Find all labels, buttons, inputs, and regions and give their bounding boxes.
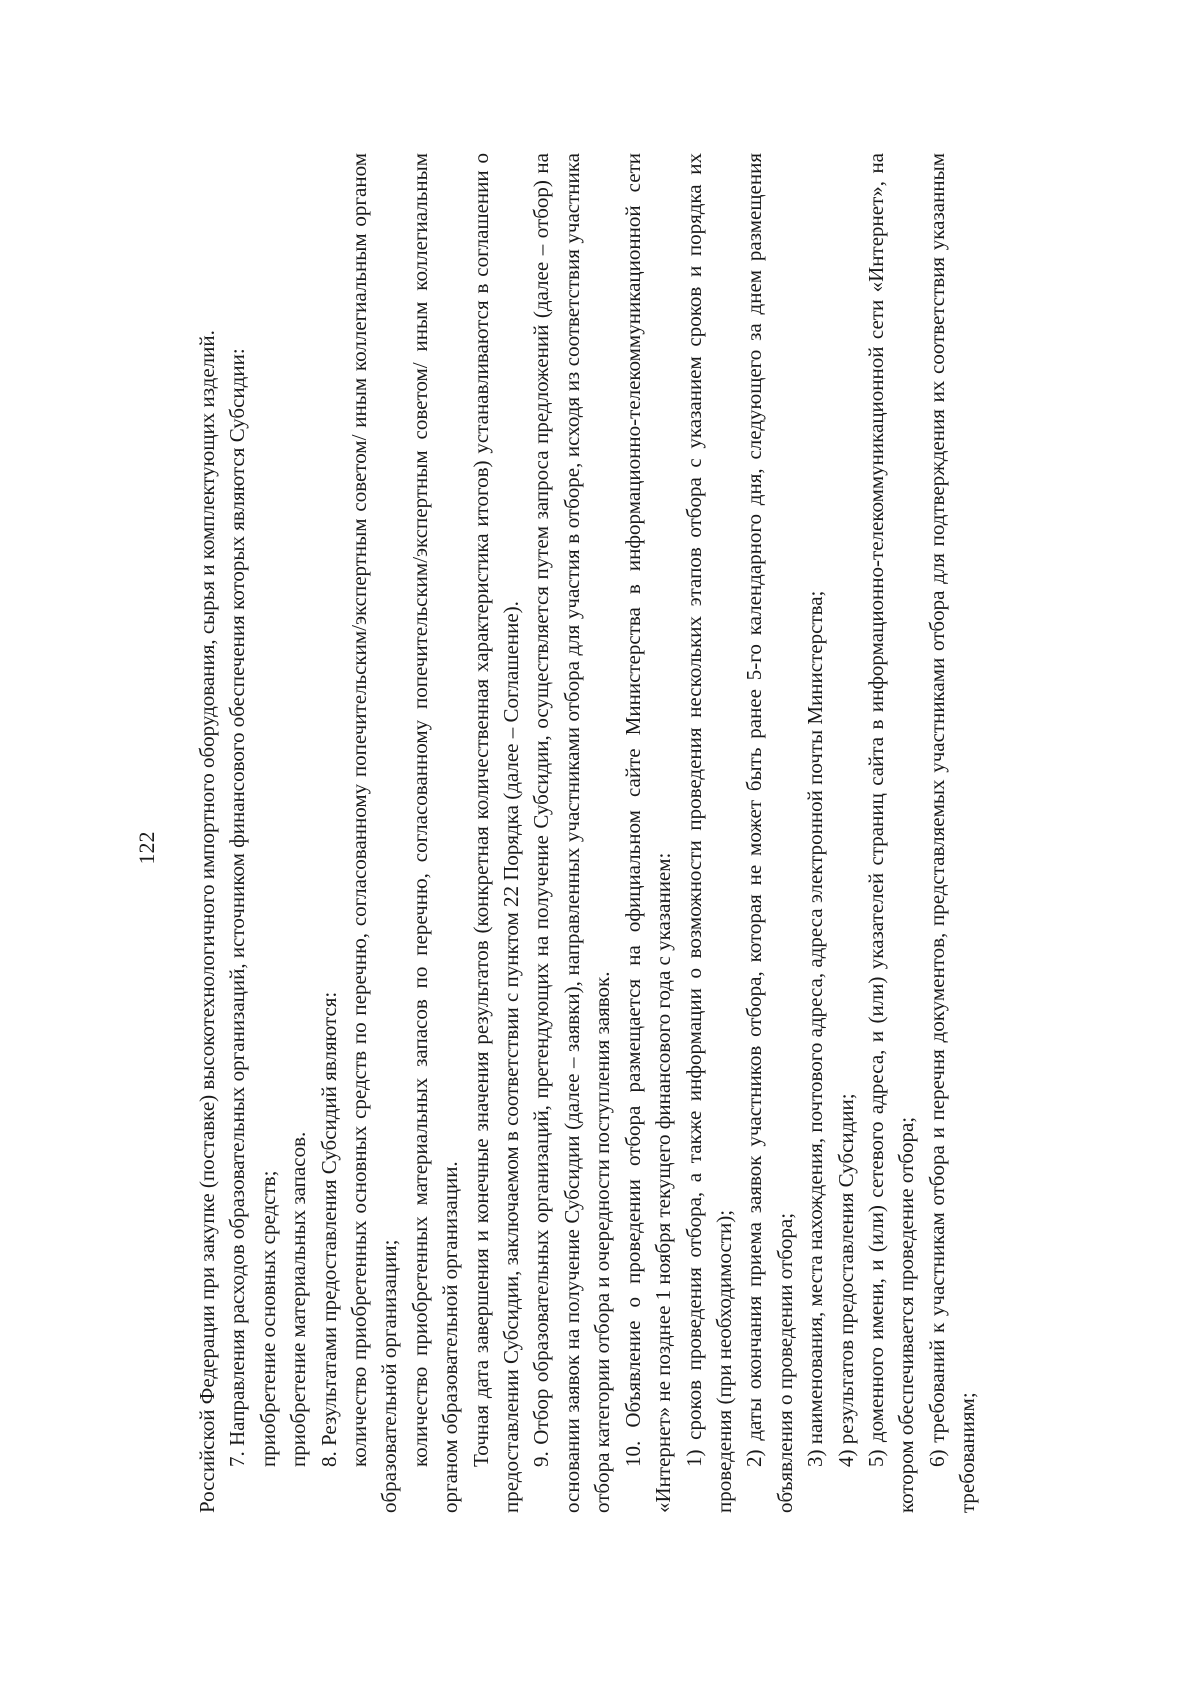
- list-item-6: 6) требований к участникам отбора и перечня документов, представляемых участниками отбора для подтверждения их соответствия указанным требованиям;: [924, 153, 980, 1513]
- paragraph-results-date: Точная дата завершения и конечные значения результатов (конкретная количественная характеристика итогов) устанавливаются в соглашении о предоставлении Субсидии, заключаемом в соответствии с пунктом 22 Порядка (далее – Соглашение).: [468, 153, 524, 1513]
- list-item-1: 1) сроков проведения отбора, а также информации о возможности проведения нескольких этапов отбора с указанием сроков и порядка их проведения (при необходимости);: [681, 153, 736, 1513]
- page-number: 122: [134, 831, 159, 865]
- result-item-fixed-assets: количество приобретенных основных средств по перечню, согласованному попечительским/экспертным советом/ иным коллегиальным органом образовательной организации;: [347, 153, 402, 1513]
- list-item-3: 3) наименования, места нахождения, почтового адреса, адреса электронной почты Министерства;: [803, 590, 828, 1467]
- rotated-document-page: [120, 98, 1080, 1598]
- paragraph-10: 10. Объявление о проведении отбора размещается на официальном сайте Министерства в информационно-телекоммуникационной сети «Интернет» не позднее 1 ноября текущего финансового года с указанием:: [620, 153, 676, 1513]
- paragraph-7: 7. Направления расходов образовательных организаций, источником финансового обеспечения которых являются Субсидии:: [225, 348, 250, 1467]
- document-body: [192, 153, 983, 1513]
- list-item-2: 2) даты окончания приема заявок участников отбора, которая не может быть ранее 5-го календарного дня, следующего за днем размещения объявления о проведении отбора;: [742, 153, 797, 1513]
- list-item-fixed-assets: приобретение основных средств;: [255, 1170, 280, 1467]
- list-item-4: 4) результатов предоставления Субсидии;: [833, 1093, 858, 1467]
- paragraph-9: 9. Отбор образовательных организаций, претендующих на получение Субсидии, осуществляется путем запроса предложений (далее – отбор) на основании заявок на получение Субсидии (далее – заявки), направленных участниками отбора для участия в отборе, исходя из соответствия участника отбора категории отбора и очередности поступления заявок.: [529, 153, 615, 1513]
- paragraph-8: 8. Результатами предоставления Субсидий являются:: [316, 991, 341, 1467]
- result-item-material-stocks: количество приобретенных материальных запасов по перечню, согласованному попечительским/экспертным советом/ иным коллегиальным органом образовательной организации.: [407, 153, 463, 1513]
- list-item-5: 5) доменного имени, и (или) сетевого адреса, и (или) указателей страниц сайта в информационно-телекоммуникационной сети «Интернет», на котором обеспечивается проведение отбора;: [863, 153, 919, 1513]
- list-item-material-stocks: приобретение материальных запасов.: [286, 1131, 311, 1467]
- paragraph-continuation: Российской Федерации при закупке (поставке) высокотехнологичного импортного оборудования, сырья и комплектующих изделий.: [195, 330, 219, 1513]
